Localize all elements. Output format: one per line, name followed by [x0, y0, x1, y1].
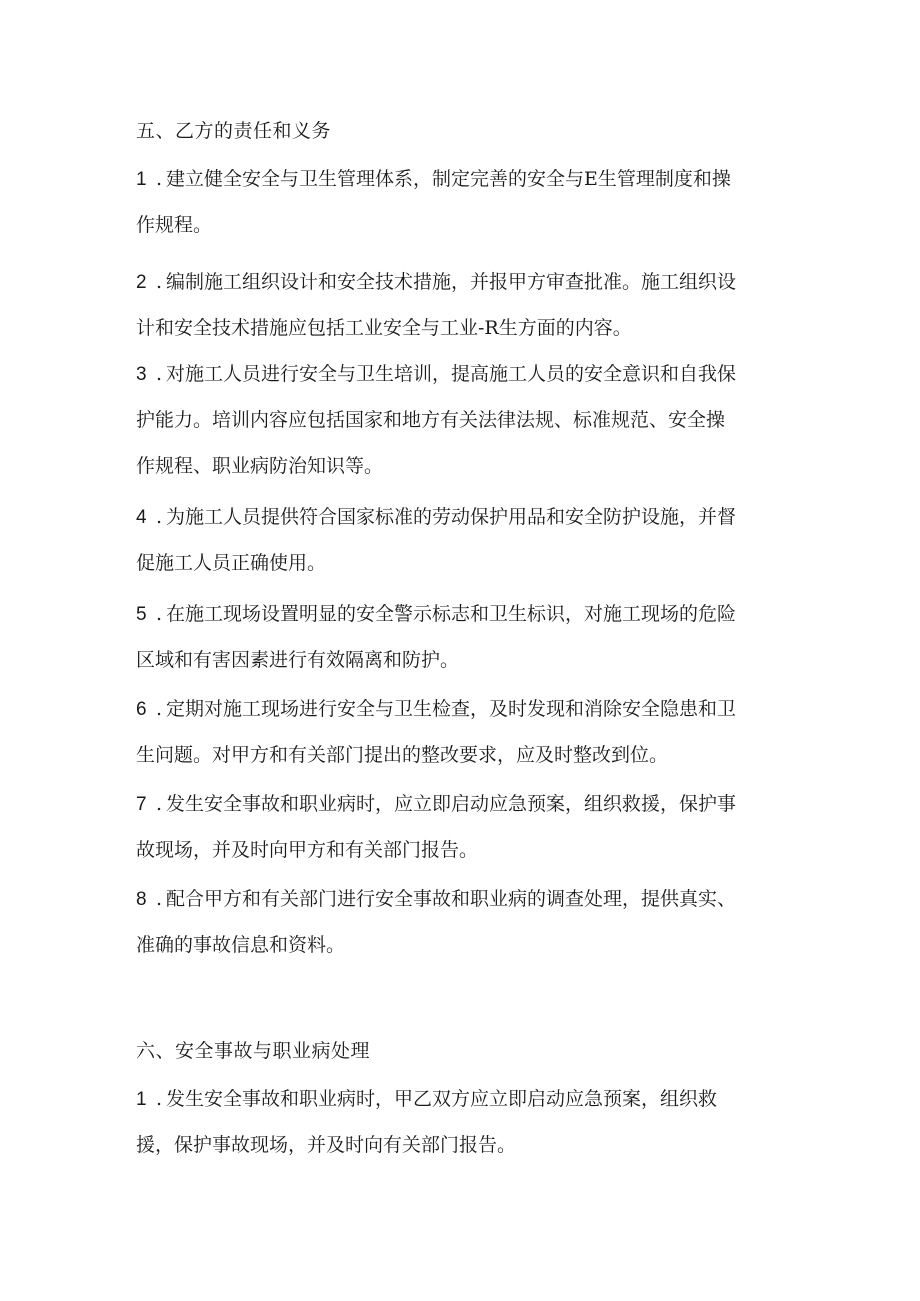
item-number: 5: [136, 604, 147, 625]
item-line: 8 . 配合甲方和有关部门进行安全事故和职业病的调查处理，提供真实、: [136, 876, 776, 922]
item-line: 生问题。对甲方和有关部门提出的整改要求，应及时整改到位。: [136, 744, 669, 766]
item-line: 2 . 编制施工组织设计和安全技术措施，并报甲方审查批准。施工组织设: [136, 259, 776, 305]
item-line: 1 . 建立健全安全与卫生管理体系，制定完善的安全与E生管理制度和操: [136, 156, 776, 202]
item-line: 7 . 发生安全事故和职业病时，应立即启动应急预案，组织救援，保护事: [136, 781, 776, 827]
list-item: [136, 876, 776, 968]
item-number: 1: [136, 169, 147, 190]
item-line: 区域和有害因素进行有效隔离和防护。: [136, 649, 460, 671]
item-number: 2: [136, 272, 147, 293]
list-item: [136, 591, 776, 683]
item-line: 护能力。培训内容应包括国家和地方有关法律法规、标准规范、安全操: [136, 409, 726, 431]
item-number: 3: [136, 364, 147, 385]
item-line: 计和安全技术措施应包括工业安全与工业-R生方面的内容。: [136, 317, 632, 339]
item-number: 4: [136, 507, 147, 528]
section-heading-5: 五、乙方的责任和义务: [136, 120, 332, 142]
item-number: 6: [136, 699, 147, 720]
item-line: 3 . 对施工人员进行安全与卫生培训，提高施工人员的安全意识和自我保: [136, 351, 776, 397]
list-item: [136, 259, 776, 351]
item-line: 作规程。: [136, 214, 213, 236]
list-item: [136, 686, 776, 778]
item-line: 促施工人员正确使用。: [136, 552, 327, 574]
list-item: [136, 781, 776, 873]
item-number: 7: [136, 794, 147, 815]
item-number: 8: [136, 889, 147, 910]
item-line: 故现场，并及时向甲方和有关部门报告。: [136, 839, 479, 861]
list-item: [136, 494, 776, 586]
item-number: 1: [136, 1089, 147, 1110]
item-line: 5 . 在施工现场设置明显的安全警示标志和卫生标识，对施工现场的危险: [136, 591, 776, 637]
section-heading-6: 六、安全事故与职业病处理: [136, 1040, 371, 1062]
list-item: [136, 351, 776, 489]
item-line: 准确的事故信息和资料。: [136, 934, 346, 956]
list-item: [136, 156, 776, 248]
item-line: 6 . 定期对施工现场进行安全与卫生检查，及时发现和消除安全隐患和卫: [136, 686, 776, 732]
item-line: 援，保护事故现场，并及时向有关部门报告。: [136, 1134, 517, 1156]
list-item: [136, 1076, 776, 1168]
item-line: 4 . 为施工人员提供符合国家标准的劳动保护用品和安全防护设施，并督: [136, 494, 776, 540]
item-line: 1 . 发生安全事故和职业病时，甲乙双方应立即启动应急预案，组织救: [136, 1076, 776, 1122]
item-line: 作规程、职业病防治知识等。: [136, 455, 384, 477]
